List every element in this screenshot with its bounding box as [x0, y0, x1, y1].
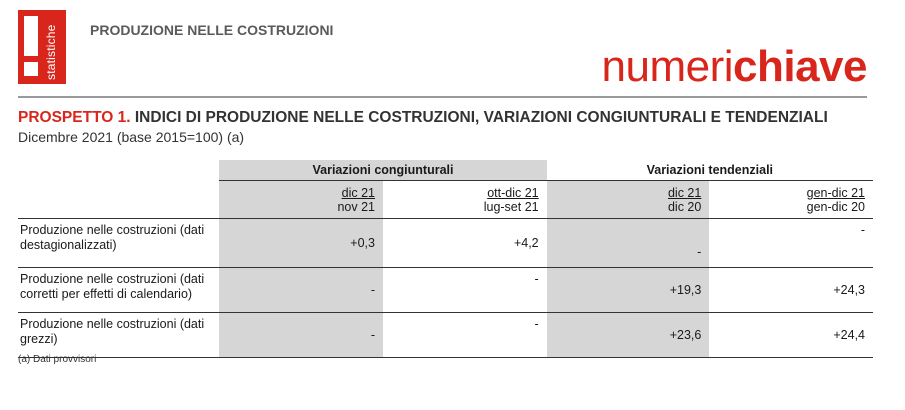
table-cell: - [709, 219, 873, 268]
empty-header-cell [18, 160, 219, 181]
column-header-bottom: nov 21 [219, 200, 383, 219]
table-title-prefix: PROSPETTO 1. [18, 109, 131, 126]
column-header-top-text: dic 21 [667, 186, 702, 200]
group-header-tendenziali: Variazioni tendenziali [547, 160, 873, 181]
table-subtitle: Dicembre 2021 (base 2015=100) (a) [18, 129, 245, 145]
column-header-top-text: gen-dic 21 [806, 186, 865, 200]
table-row [18, 268, 873, 313]
column-header-top [547, 181, 710, 201]
table-title-text: INDICI DI PRODUZIONE NELLE COSTRUZIONI, VARIAZIONI CONGIUNTURALI E TENDENZIALI [130, 109, 828, 126]
footnote: (a) Dati provvisori [18, 354, 97, 365]
table-cell: +23,6 [547, 313, 710, 358]
exclamation-dot-shape [24, 62, 38, 76]
column-header-row-top [18, 181, 873, 201]
column-header-top-text: dic 21 [341, 186, 375, 200]
row-label: Produzione nelle costruzioni (dati destagionalizzati) [18, 219, 219, 268]
brand-wordmark [602, 42, 867, 92]
table-cell: +19,3 [547, 268, 710, 313]
table-cell: - [383, 313, 547, 358]
brand-bold: chiave [733, 42, 867, 91]
column-header-bottom: gen-dic 20 [806, 200, 865, 214]
column-header-top [219, 181, 383, 201]
table-row [18, 313, 873, 358]
group-header-row [18, 160, 873, 181]
group-header-congiunturali: Variazioni congiunturali [219, 160, 546, 181]
column-header-top [709, 181, 873, 201]
brand-light: numeri [601, 42, 734, 91]
column-header-top [383, 181, 547, 201]
table-cell: - [219, 268, 383, 313]
table-cell: - [219, 313, 383, 358]
column-header-top-text: ott-dic 21 [487, 186, 539, 200]
row-label: Produzione nelle costruzioni (dati corretti per effetti di calendario) [18, 268, 219, 313]
table-cell: +24,3 [709, 268, 873, 313]
logo-text: statistiche [44, 24, 58, 80]
table-cell: +4,2 [383, 219, 547, 268]
empty-header-cell [18, 200, 219, 219]
column-header-row-bottom [18, 200, 873, 219]
table-cell: +24,4 [709, 313, 873, 358]
header-divider [18, 96, 867, 98]
column-header-bottom: lug-set 21 [483, 200, 539, 214]
row-label: Produzione nelle costruzioni (dati grezzi) [18, 313, 219, 358]
empty-header-cell [18, 181, 219, 201]
table-row [18, 219, 873, 268]
table-cell: - [383, 268, 547, 313]
exclamation-bar-shape [24, 16, 38, 56]
section-label: PRODUZIONE NELLE COSTRUZIONI [90, 22, 334, 38]
data-table [18, 160, 873, 358]
table-cell: - [547, 219, 710, 268]
istat-logo [18, 10, 66, 84]
column-header-bottom: dic 20 [547, 200, 710, 219]
table-title [18, 109, 828, 127]
table-cell: +0,3 [219, 219, 383, 268]
